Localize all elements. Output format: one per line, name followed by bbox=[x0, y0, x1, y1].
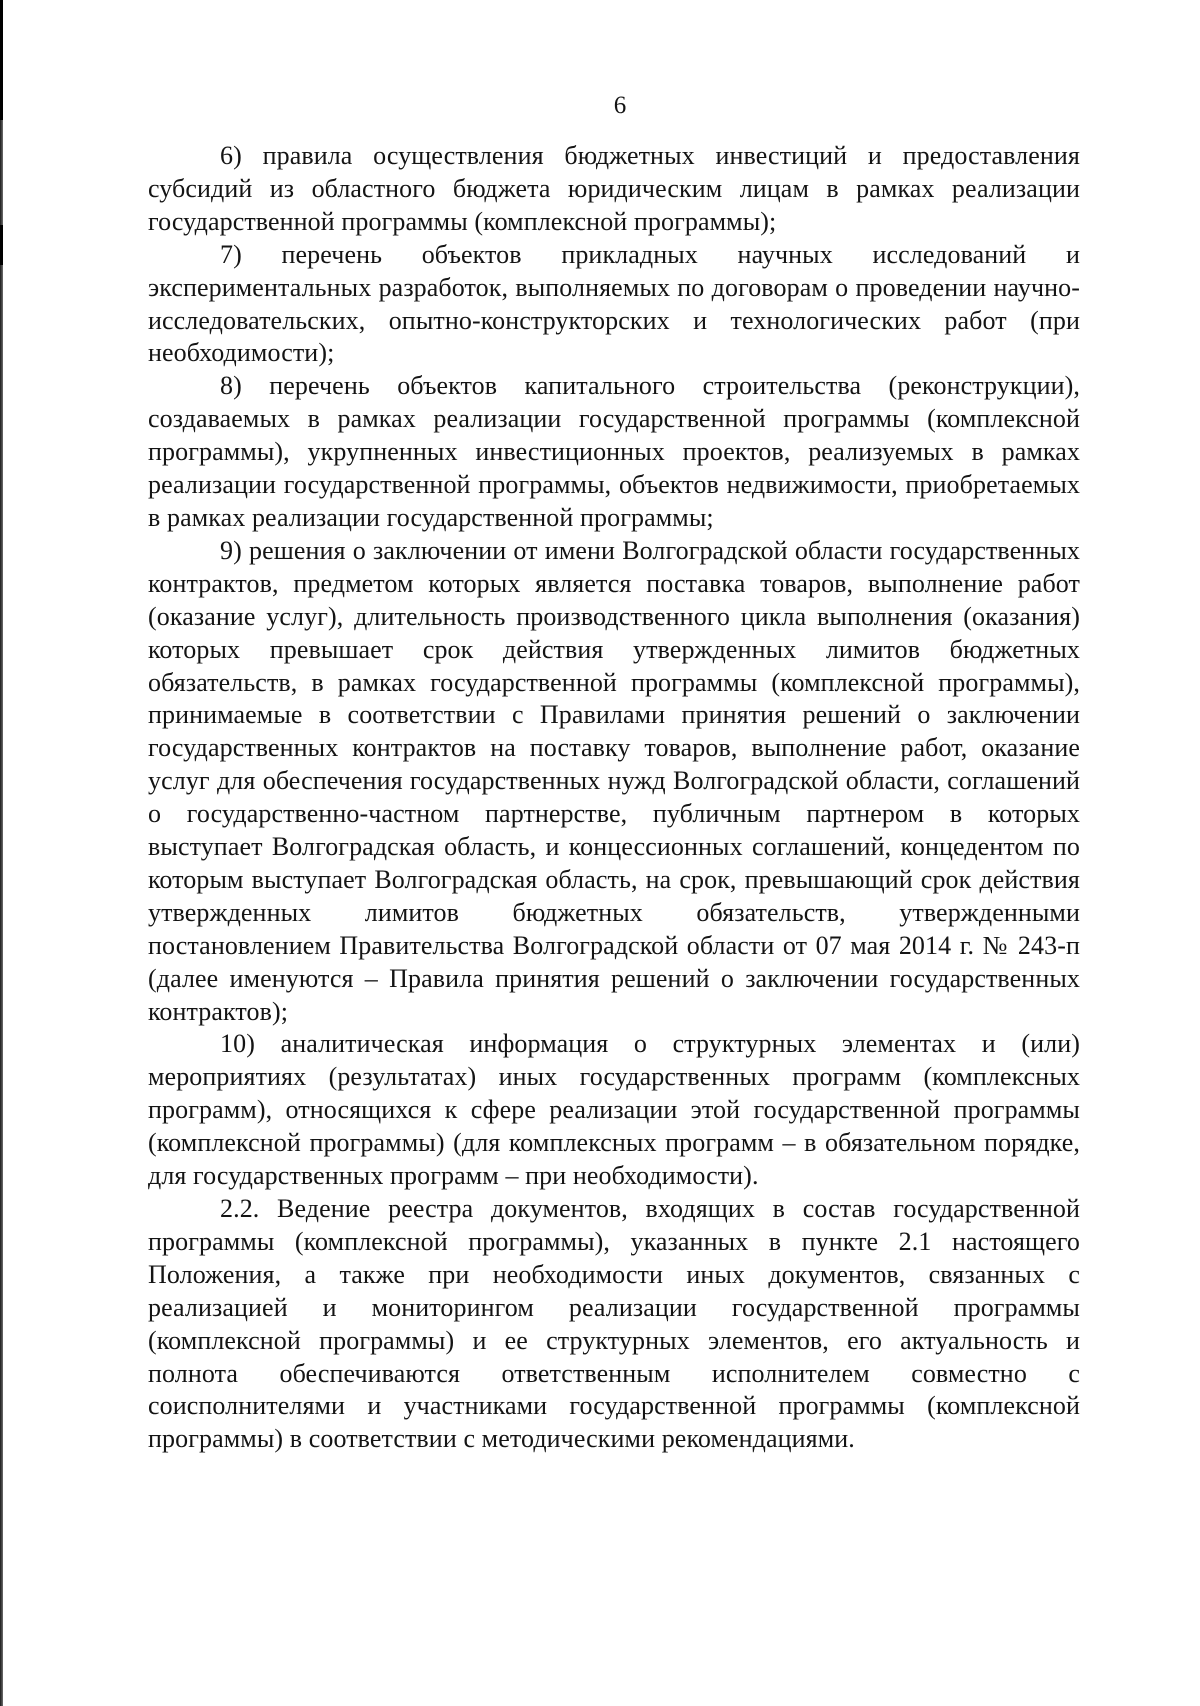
paragraph-item-10 bbox=[148, 1028, 1080, 1193]
scan-edge-mark bbox=[0, 225, 3, 265]
paragraph-text: 8) перечень объектов капитального строительства (реконструкции), создаваемых в рамках реализации государственной программы (комплексной программы), укрупненных инвестиционных проектов, реализуемых в рамках реализации государственной программы, объектов недвижимости, приобретаемых в рамках реализации государственной программы; bbox=[148, 371, 1080, 532]
paragraph-text: 2.2. Ведение реестра документов, входящих в состав государственной программы (комплексной программы), указанных в пункте 2.1 настоящего Положения, а также при необходимости иных документов, связанных с реализацией и мониторингом реализации государственной программы (комплексной программы) и ее структурных элементов, его актуальность и полнота обеспечиваются ответственным исполнителем совместно с соисполнителями и участниками государственной программы (комплексной программы) в соответствии с методическими рекомендациями. bbox=[148, 1194, 1080, 1454]
paragraph-text: 7) перечень объектов прикладных научных исследований и экспериментальных разработок, выполняемых по договорам о проведении научно-исследовательских, опытно-конструкторских и технологических работ (при необходимости); bbox=[148, 239, 1080, 368]
paragraph-item-6 bbox=[148, 140, 1080, 239]
paragraph-text: 6) правила осуществления бюджетных инвестиций и предоставления субсидий из областного бюджета юридическим лицам в рамках реализации государственной программы (комплексной программы); bbox=[148, 141, 1080, 236]
paragraph-text: 10) аналитическая информация о структурных элементах и (или) мероприятиях (результатах) иных государственных программ (комплексных программ), относящихся к сфере реализации этой государственной программы (комплексной программы) (для комплексных программ – в обязательном порядке, для государственных программ – при необходимости). bbox=[148, 1029, 1080, 1191]
paragraph-item-9 bbox=[148, 535, 1080, 1029]
document-body bbox=[148, 140, 1080, 1456]
paragraph-item-8 bbox=[148, 370, 1080, 535]
paragraph-text: 9) решения о заключении от имени Волгоградской области государственных контрактов, предметом которых является поставка товаров, выполнение работ (оказание услуг), длительность производственного цикла выполнения (оказания) которых превышает срок действия утвержденных лимитов бюджетных обязательств, в рамках государственной программы (комплексной программы), принимаемые в соответствии с Правилами принятия решений о заключении государственных контрактов на поставку товаров, выполнение работ, оказание услуг для обеспечения государственных нужд Волгоградской области, соглашений о государственно-частном партнерстве, публичным партнером в которых выступает Волгоградская область, и концессионных соглашений, концедентом по которым выступает Волгоградская область, на срок, превышающий срок действия утвержденных лимитов бюджетных обязательств, утвержденными постановлением Правительства Волгоградской области от 07 мая 2014 г. № 243-п (далее именуются – Правила принятия решений о заключении государственных контрактов); bbox=[148, 535, 1080, 1026]
paragraph-section-2-2 bbox=[148, 1193, 1080, 1456]
page-number: 6 bbox=[613, 92, 627, 119]
paragraph-item-7 bbox=[148, 239, 1080, 371]
